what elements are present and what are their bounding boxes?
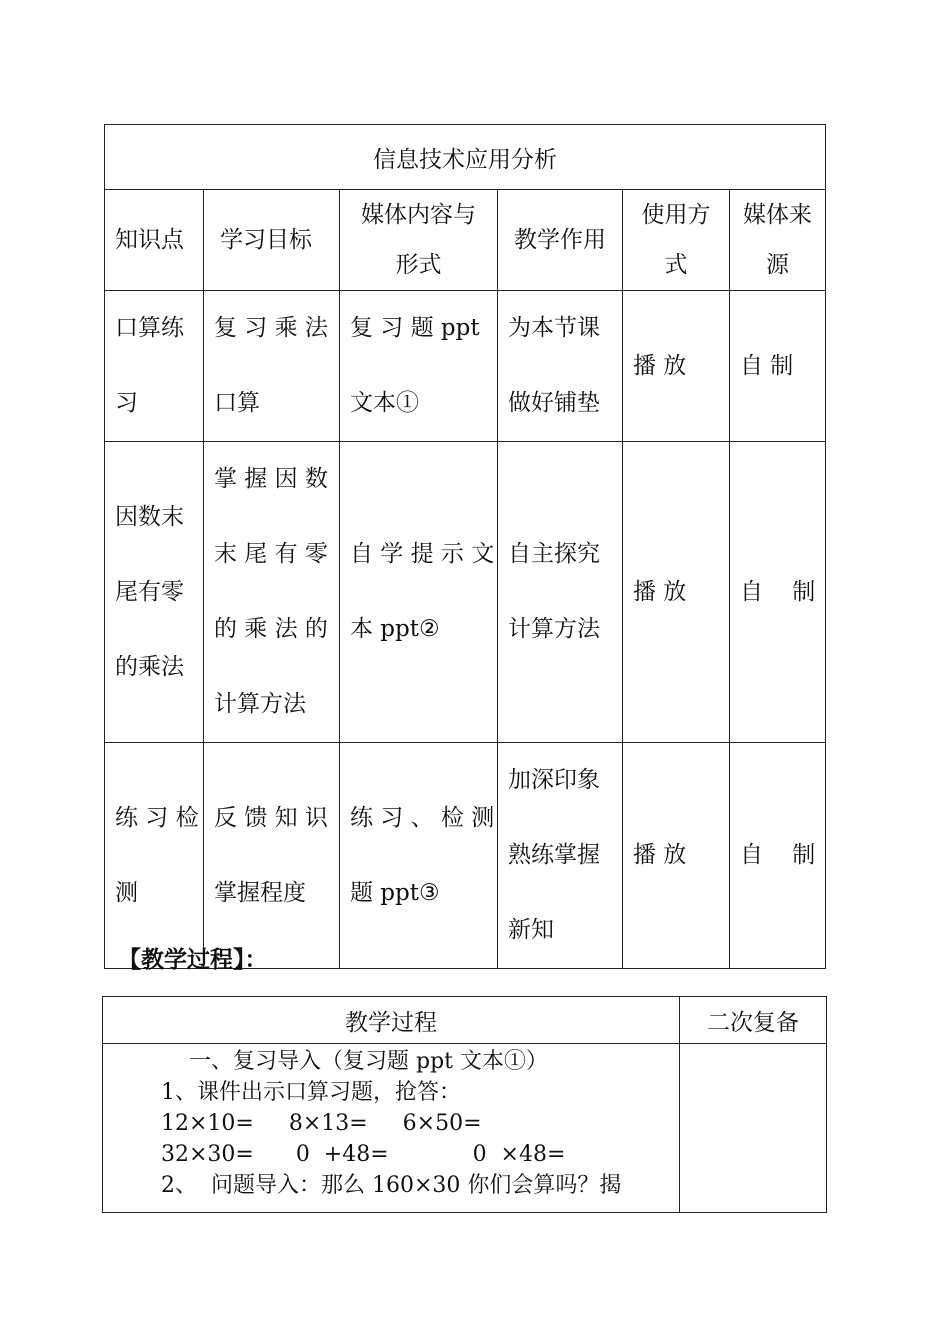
header-teaching-process: 教学过程 bbox=[103, 997, 680, 1044]
header-second-preparation: 二次复备 bbox=[680, 997, 827, 1044]
process-heading: 【教学过程】： bbox=[118, 947, 268, 973]
info-tech-analysis-table bbox=[104, 124, 826, 969]
header-knowledge-point: 知识点 bbox=[105, 190, 204, 291]
process-line: 1、课件出示口算习题，抢答： bbox=[161, 1080, 461, 1105]
table-row bbox=[105, 743, 826, 969]
cell-role: 加深印象 熟练掌握 新知 bbox=[498, 743, 623, 969]
header-media-content: 媒体内容与 形式 bbox=[340, 190, 498, 291]
cell-role: 自主探究 计算方法 bbox=[498, 442, 623, 743]
cell-role: 为本节课 做好铺垫 bbox=[498, 291, 623, 442]
cell-goal: 复 习 乘 法 口算 bbox=[204, 291, 340, 442]
header-usage: 使用方 式 bbox=[623, 190, 730, 291]
process-line: 32×30= 0 +48= 0 ×48= bbox=[161, 1142, 566, 1167]
table-row bbox=[105, 442, 826, 743]
cell-goal: 反 馈 知 识 掌握程度 bbox=[204, 743, 340, 969]
header-learning-goal: 学习目标 bbox=[204, 190, 340, 291]
cell-usage: 播 放 bbox=[623, 743, 730, 969]
cell-source: 自 制 bbox=[730, 291, 826, 442]
cell-usage: 播 放 bbox=[623, 291, 730, 442]
process-line: 2、 问题导入：那么 160×30 你们会算吗？揭 bbox=[161, 1173, 622, 1198]
table-row bbox=[105, 291, 826, 442]
header-media-source: 媒体来 源 bbox=[730, 190, 826, 291]
process-line: 一、复习导入（复习题 ppt 文本①） bbox=[189, 1049, 548, 1074]
table-title: 信息技术应用分析 bbox=[105, 125, 826, 190]
process-line: 12×10= 8×13= 6×50= bbox=[161, 1111, 482, 1136]
cell-goal: 掌 握 因 数 末 尾 有 零 的 乘 法 的 计算方法 bbox=[204, 442, 340, 743]
cell-source: 自 制 bbox=[730, 743, 826, 969]
cell-point: 口算练 习 bbox=[105, 291, 204, 442]
second-preparation-cell bbox=[680, 1044, 827, 1213]
cell-usage: 播 放 bbox=[623, 442, 730, 743]
cell-media: 练 习 、 检 测 题 ppt③ bbox=[340, 743, 498, 969]
teaching-process-table bbox=[102, 996, 827, 1213]
cell-source: 自 制 bbox=[730, 442, 826, 743]
header-teaching-role: 教学作用 bbox=[498, 190, 623, 291]
cell-point: 因数末 尾有零 的乘法 bbox=[105, 442, 204, 743]
process-content-cell bbox=[103, 1044, 680, 1213]
cell-point: 练 习 检 测 bbox=[105, 743, 204, 969]
cell-media: 复 习 题 ppt 文本① bbox=[340, 291, 498, 442]
cell-media: 自 学 提 示 文 本 ppt② bbox=[340, 442, 498, 743]
